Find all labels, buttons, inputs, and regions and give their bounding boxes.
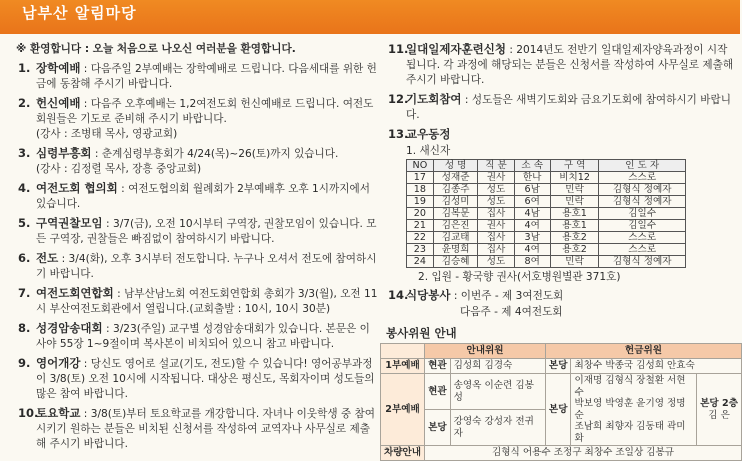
names-line: 조남희 최향자 김동태 곽미화 xyxy=(574,421,686,444)
item-title: 헌신예배 xyxy=(36,96,81,110)
table-row xyxy=(407,196,686,208)
table-cell: 19 xyxy=(407,196,434,208)
item-number: 13. xyxy=(388,127,409,141)
item-title: 여전도회연합회 xyxy=(36,286,114,300)
item-subtext: (강사 : 김정렬 목사, 장흥 중앙교회) xyxy=(36,163,202,175)
table-cell: 24 xyxy=(407,256,434,268)
table-cell: 김은진 xyxy=(433,220,478,232)
item-title: 성경암송대회 xyxy=(36,321,103,335)
announcement-list-left xyxy=(10,61,380,452)
item-number: 14. xyxy=(388,288,409,302)
item-text: : 여전도협의회 월례회가 2부예배후 오후 1시까지에서 있습니다. xyxy=(36,183,370,210)
column-header: 구 역 xyxy=(550,160,599,172)
table-cell: 권사 xyxy=(478,220,514,232)
location: 본당 2층 xyxy=(700,397,738,409)
meal-this-week: : 이번주 - 제 3여전도회 xyxy=(453,290,564,302)
item-text: : 3/8(토)부터 토요학교를 개강합니다. 자녀나 이웃학생 중 참여시키기 원하는 분들은 비치된 신청서를 작성하여 교역자나 사무실로 제출해 주시기 바랍니다. xyxy=(36,408,375,450)
names-line: 김 은 xyxy=(708,409,730,421)
item-number: 7. xyxy=(18,286,31,300)
item-subtext: (강사 : 조병태 목사, 영광교회) xyxy=(36,128,178,140)
item-title: 식당봉사 xyxy=(406,288,451,302)
table-cell: 용호2 xyxy=(550,232,599,244)
table-cell: 김형식 정예자 xyxy=(599,256,686,268)
table-cell: 18 xyxy=(407,184,434,196)
column-header: 성 명 xyxy=(433,160,478,172)
welcome-notice: ※ 환영합니다 : 오늘 처음으로 나오신 여러분을 환영합니다. xyxy=(16,43,296,55)
table-cell: 스스로 xyxy=(599,172,686,184)
announcement-item xyxy=(10,251,380,282)
names-line: 이재명 김형식 장철환 서현수 xyxy=(574,375,686,398)
announcement-meal xyxy=(380,288,735,304)
item-text: : 다음주일 2부예배는 장학예배로 드립니다. 다음세대를 위한 헌금에 동참해 주시기 바랍니다. xyxy=(36,63,377,90)
announcement-item xyxy=(380,92,735,123)
table-cell: 용호2 xyxy=(550,244,599,256)
names: 강영숙 강성자 전귀자 xyxy=(450,410,545,446)
item-text: : 3/4(화), 오후 3시부터 전도합니다. 누구나 오셔서 전도에 참여하시기 바랍니다. xyxy=(36,253,377,280)
table-cell: 김종주 xyxy=(433,184,478,196)
announcement-item xyxy=(10,216,380,247)
location: 현관 xyxy=(425,359,451,374)
item-number: 12. xyxy=(388,92,409,106)
table-cell: 스스로 xyxy=(599,244,686,256)
table-cell: 윤명희 xyxy=(433,244,478,256)
table-cell: 김형식 정예자 xyxy=(599,184,686,196)
announcement-item xyxy=(10,181,380,212)
column-header: 직 분 xyxy=(478,160,514,172)
table-cell: 김일수 xyxy=(599,208,686,220)
announcement-list-right xyxy=(380,42,735,123)
table-cell: 성도 xyxy=(478,256,514,268)
item-text: : 성도들은 새벽기도회와 금요기도회에 참여하시기 바랍니다. xyxy=(406,94,731,121)
table-cell: 4남 xyxy=(514,208,550,220)
table-cell: 성도 xyxy=(478,184,514,196)
right-column xyxy=(380,42,738,461)
table-cell: 17 xyxy=(407,172,434,184)
item-number: 1. xyxy=(18,61,31,75)
names: 최창수 박종국 김성희 안효숙 xyxy=(571,359,742,374)
table-cell: 김성미 xyxy=(433,196,478,208)
table-row xyxy=(407,220,686,232)
item-text: : 남부산남노회 여전도회연합회 총회가 3/3(월), 오전 11시 부산여전도회관에서 열립니다.(교회출발 : 10시, 10시 30분) xyxy=(36,288,378,315)
table-cell: 8여 xyxy=(514,256,550,268)
item-text: : 2014년도 전반기 일대일제자양육과정이 시작됩니다. 각 과정에 해당되는 분들은 신청서를 작성하여 사무실로 제출해 주시기 바랍니다. xyxy=(406,44,734,86)
table-cell: 집사 xyxy=(478,232,514,244)
col-offering: 헌금위원 xyxy=(545,344,741,359)
table-cell: 용호1 xyxy=(550,208,599,220)
item-text: : 춘계심령부흥회가 4/24(목)~26(토)까지 있습니다. xyxy=(91,148,339,160)
table-cell: 6여 xyxy=(514,196,550,208)
names-line: 박보영 박영훈 윤기영 정명순 xyxy=(574,398,686,421)
service-table xyxy=(380,343,742,461)
names: 김형식 어용수 조정구 최창수 조일상 김봉규 xyxy=(425,446,742,461)
new-member-table xyxy=(406,159,686,268)
item-title: 여전도회 협의회 xyxy=(36,181,118,195)
item-title: 심령부흥회 xyxy=(36,146,92,160)
announcement-item xyxy=(10,61,380,92)
names: 김성희 김경숙 xyxy=(450,359,545,374)
table-cell: 23 xyxy=(407,244,434,256)
names: 송영옥 이순련 김봉성 xyxy=(450,374,545,410)
table-cell: 스스로 xyxy=(599,232,686,244)
item-title: 일대일제자훈련신청 xyxy=(406,42,506,56)
item-title: 영어개강 xyxy=(36,356,81,370)
row-label: 2부예배 xyxy=(381,374,425,446)
item-text: : 당신도 영어로 설교(기도, 전도)할 수 있습니다! 영어공부과정이 3/8(토) 오전 10시에 시작됩니다. 대상은 평신도, 목회자이며 성도들의 많은 참여 바랍니다. xyxy=(36,358,375,400)
left-column xyxy=(10,42,380,456)
column-header: 인 도 자 xyxy=(599,160,686,172)
column-header: NO xyxy=(407,160,434,172)
table-cell: 한나 xyxy=(514,172,550,184)
announcement-item xyxy=(10,321,380,352)
table-cell: 민락 xyxy=(550,256,599,268)
announcement-dept xyxy=(380,127,735,143)
item-title: 토요학교 xyxy=(36,406,81,420)
table-row xyxy=(407,208,686,220)
table-row xyxy=(407,244,686,256)
table-cell: 6남 xyxy=(514,184,550,196)
table-row xyxy=(407,256,686,268)
item-number: 2. xyxy=(18,96,31,110)
names xyxy=(571,374,697,446)
row-label: 차량안내 xyxy=(381,446,425,461)
item-title: 교우동정 xyxy=(406,127,451,141)
table-cell: 비치12 xyxy=(550,172,599,184)
table-cell: 김일수 xyxy=(599,220,686,232)
item-number: 6. xyxy=(18,251,31,265)
table-cell: 김교태 xyxy=(433,232,478,244)
hospital-notice: 2. 입원 - 황국향 권사(서호병원별관 371호) xyxy=(418,271,621,283)
table-cell: 21 xyxy=(407,220,434,232)
announcement-item xyxy=(10,96,380,142)
table-row xyxy=(407,184,686,196)
item-title: 전도 xyxy=(36,251,59,265)
table-cell: 성도 xyxy=(478,196,514,208)
location: 현관 xyxy=(425,374,451,410)
announcement-item xyxy=(10,146,380,177)
table-row xyxy=(407,172,686,184)
location: 본당 xyxy=(545,374,571,446)
table-cell: 김승혜 xyxy=(433,256,478,268)
item-text: : 다음주 오후예배는 1,2여전도회 헌신예배로 드립니다. 여전도회원들은 기도로 준비해 주시기 바랍니다. xyxy=(36,98,374,125)
table-cell: 22 xyxy=(407,232,434,244)
table-cell: 집사 xyxy=(478,208,514,220)
row-label: 1부예배 xyxy=(381,359,425,374)
table-cell: 20 xyxy=(407,208,434,220)
table-cell: 용호1 xyxy=(550,220,599,232)
item-number: 4. xyxy=(18,181,31,195)
names xyxy=(697,374,742,446)
announcement-item xyxy=(10,286,380,317)
table-cell: 3남 xyxy=(514,232,550,244)
table-cell: 민락 xyxy=(550,184,599,196)
table-cell: 권사 xyxy=(478,172,514,184)
item-text: : 3/23(주일) 교구별 성경암송대회가 있습니다. 본문은 이사야 55장 1~9절이며 복사본이 비치되어 있으니 참고 바랍니다. xyxy=(36,323,370,350)
item-title: 기도회참여 xyxy=(406,92,462,106)
location: 본당 xyxy=(545,359,571,374)
dept-sub-title: 1. 새신자 xyxy=(406,145,451,157)
announcement-item xyxy=(10,406,380,452)
item-number: 10. xyxy=(18,406,39,420)
item-number: 5. xyxy=(18,216,31,230)
item-number: 8. xyxy=(18,321,31,335)
table-cell: 김형식 정예자 xyxy=(599,196,686,208)
announcement-item xyxy=(380,42,735,88)
announcement-item xyxy=(10,356,380,402)
table-cell: 성재준 xyxy=(433,172,478,184)
table-cell: 김복문 xyxy=(433,208,478,220)
table-cell: 집사 xyxy=(478,244,514,256)
table-cell: 민락 xyxy=(550,196,599,208)
meal-next-week: 다음주 - 제 4여전도회 xyxy=(460,306,563,318)
table-cell: 4여 xyxy=(514,244,550,256)
page-title: 남부산 알림마당 xyxy=(22,4,137,22)
header-bar xyxy=(0,0,740,34)
item-title: 장학예배 xyxy=(36,61,81,75)
column-header: 소 속 xyxy=(514,160,550,172)
col-guide: 안내위원 xyxy=(425,344,546,359)
table-cell: 4여 xyxy=(514,220,550,232)
item-text: : 3/7(금), 오전 10시부터 구역장, 권찰모임이 있습니다. 모든 구역장, 권찰들은 빠짐없이 참여하시기 바랍니다. xyxy=(36,218,377,245)
item-number: 9. xyxy=(18,356,31,370)
location: 본당 xyxy=(425,410,451,446)
item-number: 11. xyxy=(388,42,409,56)
table-row xyxy=(407,232,686,244)
item-title: 구역권찰모임 xyxy=(36,216,103,230)
item-number: 3. xyxy=(18,146,31,160)
service-title: 봉사위원 안내 xyxy=(386,326,457,340)
